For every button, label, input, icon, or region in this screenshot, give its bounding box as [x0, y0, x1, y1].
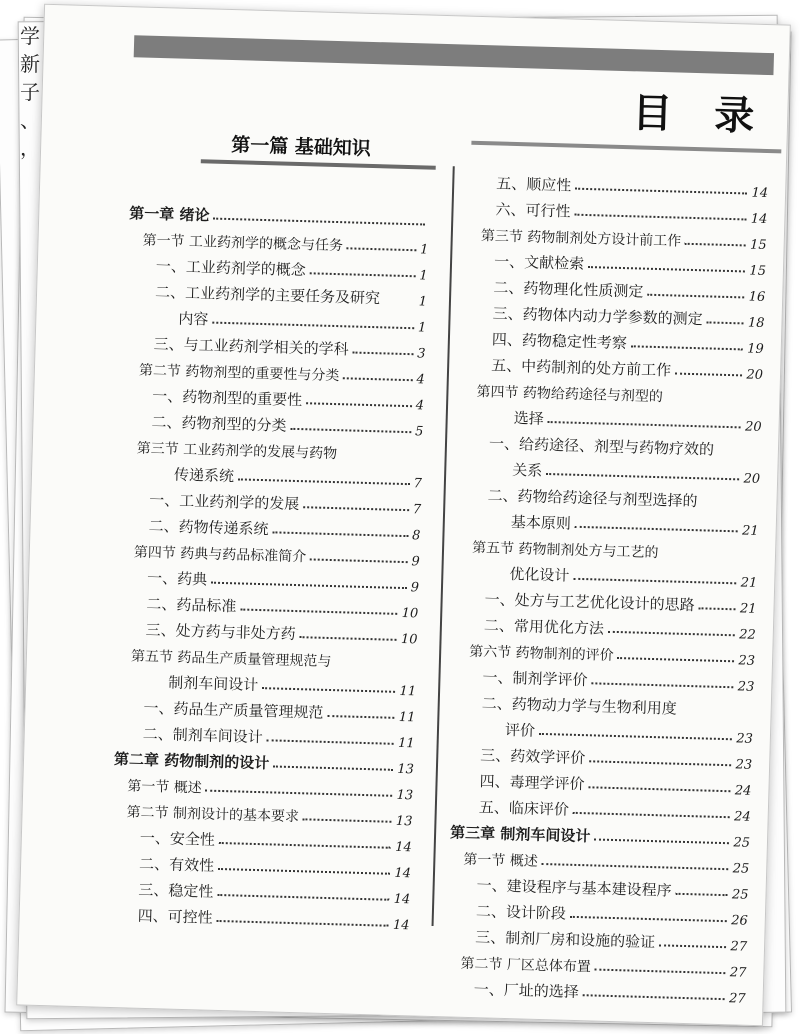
toc-entry-label: 一、制剂学评价 — [482, 668, 588, 690]
toc-right-column — [446, 167, 769, 1007]
toc-page-number: 15 — [749, 263, 767, 280]
toc-leader-dots — [647, 294, 744, 299]
toc-entry-label: 四、药物稳定性考察 — [491, 330, 628, 353]
toc-leader-dots — [384, 302, 415, 303]
toc-leader-dots — [718, 454, 757, 455]
toc-entry-label: 五、中药制剂的处方前工作 — [490, 356, 672, 380]
toc-entry-label: 三、制剂厂房和设施的验证 — [474, 928, 656, 952]
toc-entry-label: 二、常用优化方法 — [483, 616, 605, 638]
toc-page-number: 7 — [413, 476, 423, 492]
part-title: 第一篇 基础知识 — [230, 134, 372, 160]
toc-leader-dots — [595, 969, 726, 975]
toc-leader-dots — [570, 916, 727, 922]
toc-page-number: 20 — [743, 471, 761, 487]
toc-leader-dots — [575, 526, 738, 533]
toc-leader-dots — [706, 321, 743, 324]
toc-page-number: 1 — [418, 294, 428, 310]
toc-entry-label: 一、工业药剂学的概念 — [155, 256, 307, 280]
toc-page-number: 18 — [747, 315, 765, 332]
toc-leader-dots — [548, 421, 741, 428]
toc-page-number: 8 — [411, 528, 421, 544]
toc-entry-label: 三、处方药与非处方药 — [145, 620, 296, 644]
toc-leader-dots — [272, 531, 408, 537]
toc-page-number: 1 — [417, 320, 427, 336]
toc-leader-dots — [217, 920, 389, 927]
toc-leader-dots — [240, 608, 397, 614]
toc-page-number: 23 — [736, 731, 754, 747]
toc-entry-label: 一、给药途径、剂型与药物疗效的 — [488, 434, 715, 459]
toc-entry-label: 二、工业药剂学的主要任务及研究 — [154, 282, 381, 308]
toc-leader-dots — [546, 473, 739, 480]
toc-entry-label: 五、临床评价 — [478, 798, 570, 819]
toc-entry-label: 一、工业药剂学的发展 — [149, 490, 300, 514]
toc-entry-label: 第一节 工业药剂学的概念与任务 — [142, 232, 344, 255]
toc-entry-label: 三、稳定性 — [138, 880, 214, 901]
toc-entry-label: 二、药物动力学与生物利用度 — [481, 694, 677, 718]
toc-leader-dots — [591, 682, 733, 688]
toc-leader-dots — [685, 243, 746, 247]
toc-entry-label: 第六节 药物制剂的评价 — [468, 643, 614, 664]
edge-page-text: 学 新 子 、 ， — [20, 24, 40, 160]
toc-page-number: 10 — [400, 631, 418, 648]
toc-leader-dots — [539, 733, 732, 740]
toc-page-number: 9 — [410, 580, 420, 596]
toc-page-number: 11 — [399, 683, 417, 700]
toc-page-number: 14 — [392, 917, 410, 934]
toc-page-number: 9 — [411, 554, 420, 570]
toc-entry-label: 二、制剂车间设计 — [142, 724, 264, 747]
toc-page-number: 25 — [733, 835, 751, 851]
toc-leader-dots — [211, 582, 407, 589]
toc-entry-label: 一、安全性 — [139, 828, 216, 849]
toc-entry-label: 第一节 概述 — [127, 778, 202, 797]
toc-leader-dots — [217, 894, 389, 901]
toc-leader-dots — [662, 556, 754, 559]
toc-entry-label: 第二节 厂区总体布置 — [460, 955, 592, 976]
toc-leader-dots — [589, 760, 731, 766]
toc-page-number: 20 — [746, 367, 764, 383]
toc-page-number: 21 — [740, 575, 758, 591]
toc-leader-dots — [212, 322, 414, 330]
toc-leader-dots — [542, 863, 729, 870]
toc-entry-label: 二、药物理化性质测定 — [493, 278, 644, 301]
toc-leader-dots — [588, 786, 730, 792]
toc-page-number: 26 — [731, 913, 748, 929]
toc-entry-label: 关系 — [512, 461, 543, 480]
toc-entry-label: 第一节 概述 — [463, 851, 539, 870]
toc-page — [16, 4, 791, 1026]
toc-entry-label: 第一章 绪论 — [129, 204, 210, 225]
toc-leader-dots — [667, 400, 759, 403]
toc-page-number: 14 — [394, 839, 412, 856]
toc-leader-dots — [574, 214, 746, 221]
toc-entry-label: 三、与工业药剂学相关的学科 — [153, 334, 349, 359]
toc-page-number: 1 — [419, 268, 428, 284]
toc-leader-dots — [267, 739, 394, 745]
toc-page-number: 23 — [737, 679, 755, 695]
toc-leader-dots — [213, 218, 425, 226]
toc-leader-dots — [676, 893, 728, 896]
toc-entry-label: 制剂车间设计 — [167, 673, 259, 695]
toc-leader-dots — [310, 558, 407, 563]
toc-entry-label: 二、药品标准 — [146, 594, 237, 616]
toc-entry-label: 基本原则 — [510, 513, 572, 533]
toc-entry-label: 三、药物体内动力学参数的测定 — [492, 304, 703, 329]
toc-page-number: 20 — [744, 419, 762, 435]
toc-page-number: 22 — [739, 627, 756, 643]
toc-leader-dots — [583, 994, 725, 1000]
toc-page-number: 21 — [741, 523, 759, 539]
toc-page-number: 10 — [401, 605, 419, 622]
toc-entry-label: 选择 — [513, 409, 545, 428]
toc-entry-label: 第二章 药物制剂的设计 — [113, 750, 270, 773]
part-title-rule — [201, 159, 436, 170]
toc-page-number: 5 — [414, 424, 424, 440]
toc-entry-label: 第三节 工业药剂学的发展与药物 — [136, 440, 338, 463]
toc-leader-dots — [631, 345, 743, 350]
toc-page-number: 13 — [395, 813, 413, 830]
toc-page-number: 14 — [394, 865, 412, 882]
toc-leader-dots — [303, 506, 409, 511]
toc-page-number: 24 — [733, 809, 751, 825]
toc-leader-dots — [573, 578, 736, 585]
toc-entry-label: 二、药物传递系统 — [148, 516, 269, 539]
toc-entry-label: 传递系统 — [173, 465, 235, 486]
toc-entry-label: 第二节 制剂设计的基本要求 — [126, 804, 300, 826]
toc-page-number: 27 — [729, 965, 747, 981]
toc-page-number: 23 — [735, 757, 753, 773]
toc-leader-dots — [618, 657, 735, 662]
toc-leader-dots — [300, 636, 397, 641]
toc-page-number: 3 — [417, 346, 426, 362]
toc-leader-dots — [681, 713, 750, 715]
toc-leader-dots — [327, 715, 394, 719]
toc-page-number: 4 — [416, 372, 425, 388]
toc-leader-dots — [335, 665, 413, 667]
toc-entry-label: 一、处方与工艺优化设计的思路 — [484, 590, 695, 615]
toc-page-number: 13 — [396, 787, 414, 804]
toc-entry-label: 第三章 制剂车间设计 — [449, 823, 591, 846]
toc-page-number: 25 — [731, 887, 749, 903]
toc-leader-dots — [698, 607, 735, 610]
toc-entry-label: 一、文献检索 — [493, 252, 585, 273]
toc-leader-dots — [675, 373, 742, 377]
toc-page-number: 27 — [728, 991, 746, 1007]
toc-entry-label: 一、药典 — [146, 568, 208, 589]
toc-leader-dots — [290, 428, 411, 433]
toc-entry-label: 六、可行性 — [495, 200, 571, 221]
toc-entry-label: 三、药效学评价 — [480, 746, 586, 768]
toc-left-column — [109, 197, 429, 933]
toc-entry-label: 内容 — [178, 309, 209, 329]
toc-leader-dots — [341, 457, 419, 459]
toc-leader-dots — [303, 818, 392, 822]
toc-page-number: 24 — [734, 783, 752, 799]
toc-entry-label: 四、毒理学评价 — [479, 772, 585, 794]
toc-leader-dots — [594, 838, 729, 844]
toc-page-number: 13 — [397, 761, 415, 778]
toc-entry-label: 一、药品生产质量管理规范 — [143, 698, 324, 722]
toc-page-number: 15 — [749, 237, 767, 254]
toc-entry-label: 一、药物剂型的重要性 — [151, 386, 303, 410]
toc-leader-dots — [659, 944, 726, 948]
toc-page-number: 11 — [398, 709, 416, 726]
toc-entry-label: 第二节 药物剂型的重要性与分类 — [138, 362, 340, 385]
header-bar — [134, 35, 774, 75]
toc-entry-label: 第五节 药物制剂处方与工艺的 — [471, 539, 659, 562]
toc-entry-label: 第四节 药典与药品标准简介 — [133, 544, 307, 566]
toc-page-number: 25 — [732, 861, 750, 877]
toc-leader-dots — [347, 247, 416, 251]
toc-page-number: 27 — [730, 939, 748, 955]
toc-page-number: 14 — [751, 185, 769, 202]
toc-entry-label: 二、设计阶段 — [475, 902, 567, 923]
page-title: 目 录 — [631, 89, 769, 141]
toc-entry-label: 二、药物剂型的分类 — [151, 412, 287, 435]
toc-leader-dots — [588, 266, 745, 272]
toc-leader-dots — [573, 812, 730, 818]
toc-page-number: 1 — [419, 242, 429, 258]
toc-leader-dots — [262, 687, 395, 693]
toc-entry-label: 一、建设程序与基本建设程序 — [476, 876, 672, 900]
toc-entry-label: 一、厂址的选择 — [473, 980, 580, 1002]
toc-leader-dots — [701, 505, 755, 507]
toc-page-number: 7 — [412, 502, 422, 518]
toc-page-number: 21 — [739, 601, 757, 617]
toc-page-number: 14 — [393, 891, 411, 908]
toc-page-number: 4 — [415, 398, 425, 414]
toc-leader-dots — [310, 272, 416, 277]
toc-page-number: 23 — [738, 653, 756, 669]
toc-leader-dots — [608, 631, 735, 637]
toc-entry-label: 五、顺应性 — [496, 174, 572, 195]
toc-leader-dots — [218, 868, 390, 875]
toc-entry-label: 二、有效性 — [138, 854, 215, 875]
toc-entry-label: 第五节 药品生产质量管理规范与 — [130, 648, 332, 671]
toc-entry-label: 第四节 药物给药途径与剂型的 — [476, 383, 664, 406]
toc-page-number: 14 — [750, 211, 768, 228]
toc-entry-label: 第三节 药物制剂处方设计前工作 — [480, 228, 682, 250]
toc-page-number: 11 — [397, 735, 415, 752]
toc-leader-dots — [343, 377, 412, 381]
toc-entry-label: 评价 — [504, 720, 536, 740]
toc-leader-dots — [206, 790, 393, 797]
toc-leader-dots — [273, 765, 393, 770]
toc-entry-label: 二、药物给药途径与剂型选择的 — [487, 486, 698, 511]
toc-leader-dots — [306, 402, 412, 407]
toc-page-number: 16 — [748, 289, 766, 306]
toc-leader-dots — [238, 478, 410, 485]
toc-leader-dots — [219, 842, 391, 849]
toc-page-number: 19 — [747, 341, 764, 357]
toc-leader-dots — [353, 352, 414, 356]
toc-entry-label: 四、可控性 — [137, 906, 213, 927]
toc-leader-dots — [575, 188, 747, 195]
toc-entry-label: 优化设计 — [509, 564, 570, 585]
